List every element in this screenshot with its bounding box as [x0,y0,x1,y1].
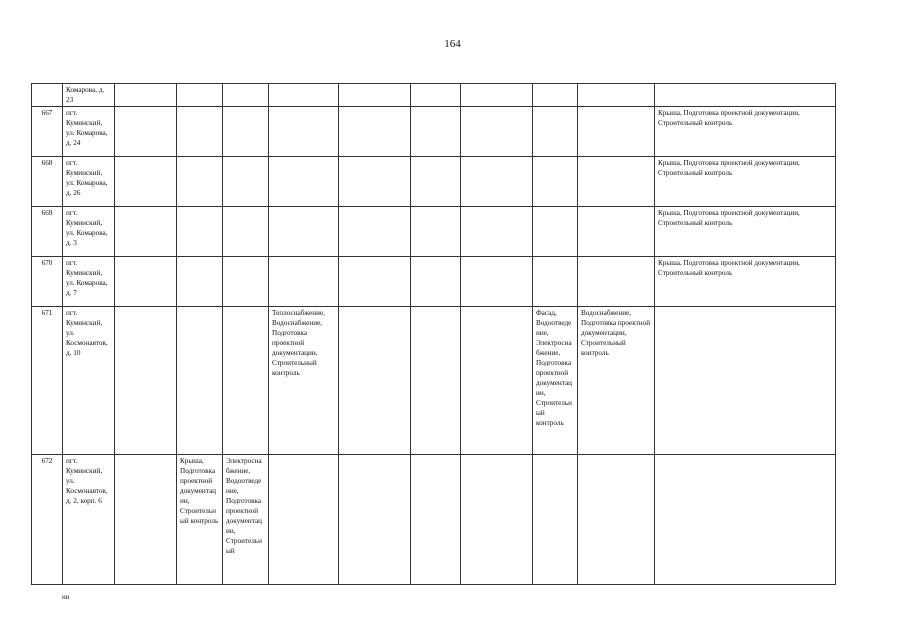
work-cell [411,307,461,455]
work-cell [578,257,655,307]
work-cell [269,455,339,585]
work-cell [655,307,836,455]
row-number-cell [32,84,63,107]
work-cell [223,84,269,107]
work-cell [533,257,578,307]
work-cell [533,84,578,107]
work-cell [578,107,655,157]
table-row [32,307,836,455]
work-cell [411,455,461,585]
work-cell [223,107,269,157]
work-cell [533,107,578,157]
work-cell [177,207,223,257]
work-cell [578,455,655,585]
work-cell [269,84,339,107]
table-row [32,157,836,207]
work-cell [269,157,339,207]
work-cell [461,455,533,585]
work-cell [177,107,223,157]
work-cell: Крыша, Подготовка проектной документации, Строительный контроль [655,107,836,157]
work-cell [115,84,177,107]
work-cell [339,157,411,207]
registry-table [31,83,836,585]
table-row [32,455,836,585]
work-cell [223,157,269,207]
work-cell [411,107,461,157]
work-cell [655,84,836,107]
work-cell [269,257,339,307]
work-cell [533,455,578,585]
work-cell [533,207,578,257]
work-cell: Фасад, Водоотведение, Электроснабжение, Подготовка проектной документации, Строительный контроль [533,307,578,455]
address-cell: пгт. Куминский, ул. Комарова, д. 7 [63,257,115,307]
work-cell [223,307,269,455]
work-cell [339,84,411,107]
work-cell [461,257,533,307]
row-number-cell: 671 [32,307,63,455]
work-cell: Теплоснабжение, Водоснабжение, Подготовка проектной документации, Строительный контроль [269,307,339,455]
work-cell: Крыша, Подготовка проектной документации, Строительный контроль [655,257,836,307]
row-number-cell: 670 [32,257,63,307]
work-cell [339,107,411,157]
table-row [32,257,836,307]
work-cell [339,455,411,585]
work-cell [461,107,533,157]
row-number-cell: 668 [32,157,63,207]
work-cell [411,84,461,107]
work-cell [115,257,177,307]
table-row [32,84,836,107]
work-cell [177,257,223,307]
work-cell [177,307,223,455]
work-cell [655,455,836,585]
work-cell [223,257,269,307]
work-cell [223,207,269,257]
work-cell [177,84,223,107]
work-cell [177,157,223,207]
work-cell [269,207,339,257]
work-cell: Водоснабжение, Подготовка проектной документации, Строительный контроль [578,307,655,455]
work-cell [115,107,177,157]
work-cell [339,257,411,307]
work-cell [269,107,339,157]
work-cell [411,207,461,257]
work-cell [578,157,655,207]
footer-note: нн [62,593,70,601]
address-cell: пгт. Куминский, ул. Космонавтов, д. 2, корп. 6 [63,455,115,585]
table-row [32,107,836,157]
work-cell [461,84,533,107]
work-cell: Крыша, Подготовка проектной документации, Строительный контроль [655,207,836,257]
work-cell [339,207,411,257]
address-cell: пгт. Куминский, ул. Комарова, д. 24 [63,107,115,157]
work-cell [578,84,655,107]
work-cell [115,307,177,455]
work-cell: Электроснабжение, Водоотведение, Подготовка проектной документации, Строительный [223,455,269,585]
row-number-cell: 667 [32,107,63,157]
work-cell [339,307,411,455]
work-cell [115,207,177,257]
work-cell [115,455,177,585]
work-cell [533,157,578,207]
work-cell [461,207,533,257]
work-cell: Крыша, Подготовка проектной документации, Строительный контроль [177,455,223,585]
page-number: 164 [444,38,461,50]
table-row [32,207,836,257]
work-cell: Крыша, Подготовка проектной документации, Строительный контроль [655,157,836,207]
work-cell [461,307,533,455]
address-cell: пгт. Куминский, ул. Космонавтов, д. 10 [63,307,115,455]
work-cell [115,157,177,207]
row-number-cell: 672 [32,455,63,585]
address-cell: пгт. Куминский, ул. Комарова, д. 26 [63,157,115,207]
address-cell: Комарова, д. 23 [63,84,115,107]
row-number-cell: 669 [32,207,63,257]
work-cell [411,257,461,307]
work-cell [461,157,533,207]
work-cell [411,157,461,207]
address-cell: пгт. Куминский, ул. Комарова, д. 3 [63,207,115,257]
work-cell [578,207,655,257]
